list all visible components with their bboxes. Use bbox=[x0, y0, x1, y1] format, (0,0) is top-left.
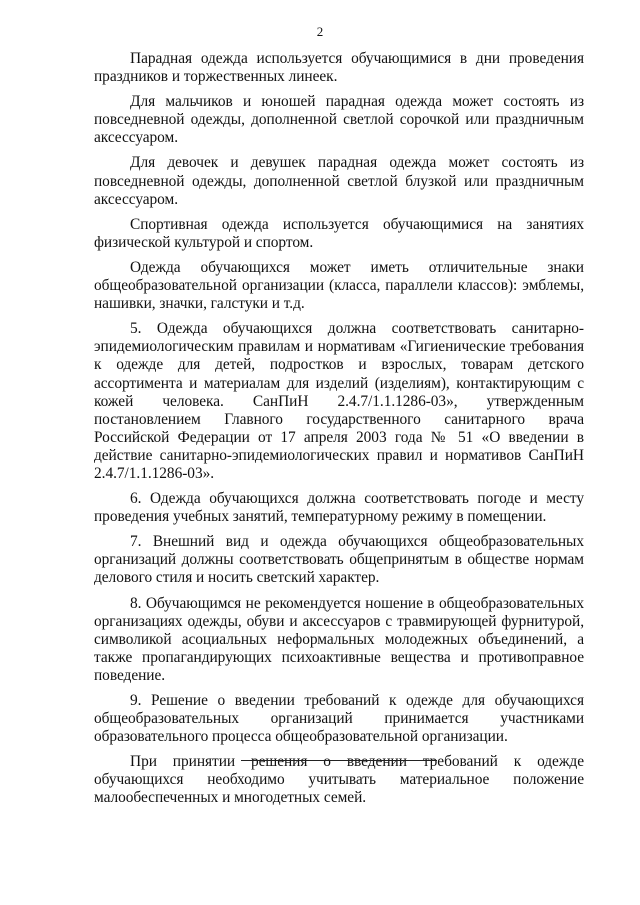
paragraph-sport-clothing: Спортивная одежда используется обучающимися на занятиях физической культурой и спортом. bbox=[94, 215, 584, 251]
document-body bbox=[94, 50, 584, 815]
paragraph-item-8: 8. Обучающимся не рекомендуется ношение в общеобразовательных организациях одежды, обуви и аксессуаров с травмирующей фурнитурой, символикой асоциальных неформальных молодежных объединений, а также пропагандирующих психоактивные вещества и противоправное поведение. bbox=[94, 594, 584, 684]
paragraph-item-6: 6. Одежда обучающихся должна соответствовать погоде и месту проведения учебных занятий, температурному режиму в помещении. bbox=[94, 490, 584, 526]
paragraph-parade-clothing: Парадная одежда используется обучающимися в дни проведения праздников и торжественных линеек. bbox=[94, 50, 584, 86]
paragraph-final: При принятии решения о введении требований к одежде обучающихся необходимо учитывать материальное положение малообеспеченных и многодетных семей. bbox=[94, 753, 584, 807]
paragraph-item-7: 7. Внешний вид и одежда обучающихся общеобразовательных организаций должны соответствовать общепринятым в обществе нормам делового стиля и носить светский характер. bbox=[94, 533, 584, 587]
paragraph-girls-parade: Для девочек и девушек парадная одежда может состоять из повседневной одежды, дополненной светлой блузкой или праздничным аксессуаром. bbox=[94, 154, 584, 208]
paragraph-item-5: 5. Одежда обучающихся должна соответствовать санитарно-эпидемиологическим правилам и нормативам «Гигиенические требования к одежде для детей, подростков и взрослых, товарам детского ассортимента и материалам для изделий (изделиям), контактирующим с кожей человека. СанПиН 2.4.7/1.1.1286-03», утвержденным постановлением Главного государственного санитарного врача Российской Федерации от 17 апреля 2003 года № 51 «О введении в действие санитарно-эпидемиологических правил и нормативов СанПиН 2.4.7/1.1.1286-03». bbox=[94, 320, 584, 482]
paragraph-item-9: 9. Решение о введении требований к одежде для обучающихся общеобразовательных организаций принимается участниками образовательного процесса общеобразовательной организации. bbox=[94, 692, 584, 746]
page-number: 2 bbox=[316, 24, 324, 39]
end-divider bbox=[241, 760, 437, 761]
paragraph-boys-parade: Для мальчиков и юношей парадная одежда может состоять из повседневной одежды, дополненной светлой сорочкой или праздничным аксессуаром. bbox=[94, 93, 584, 147]
paragraph-distinctive-signs: Одежда обучающихся может иметь отличительные знаки общеобразовательной организации (класса, параллели классов): эмблемы, нашивки, значки, галстуки и т.д. bbox=[94, 258, 584, 313]
